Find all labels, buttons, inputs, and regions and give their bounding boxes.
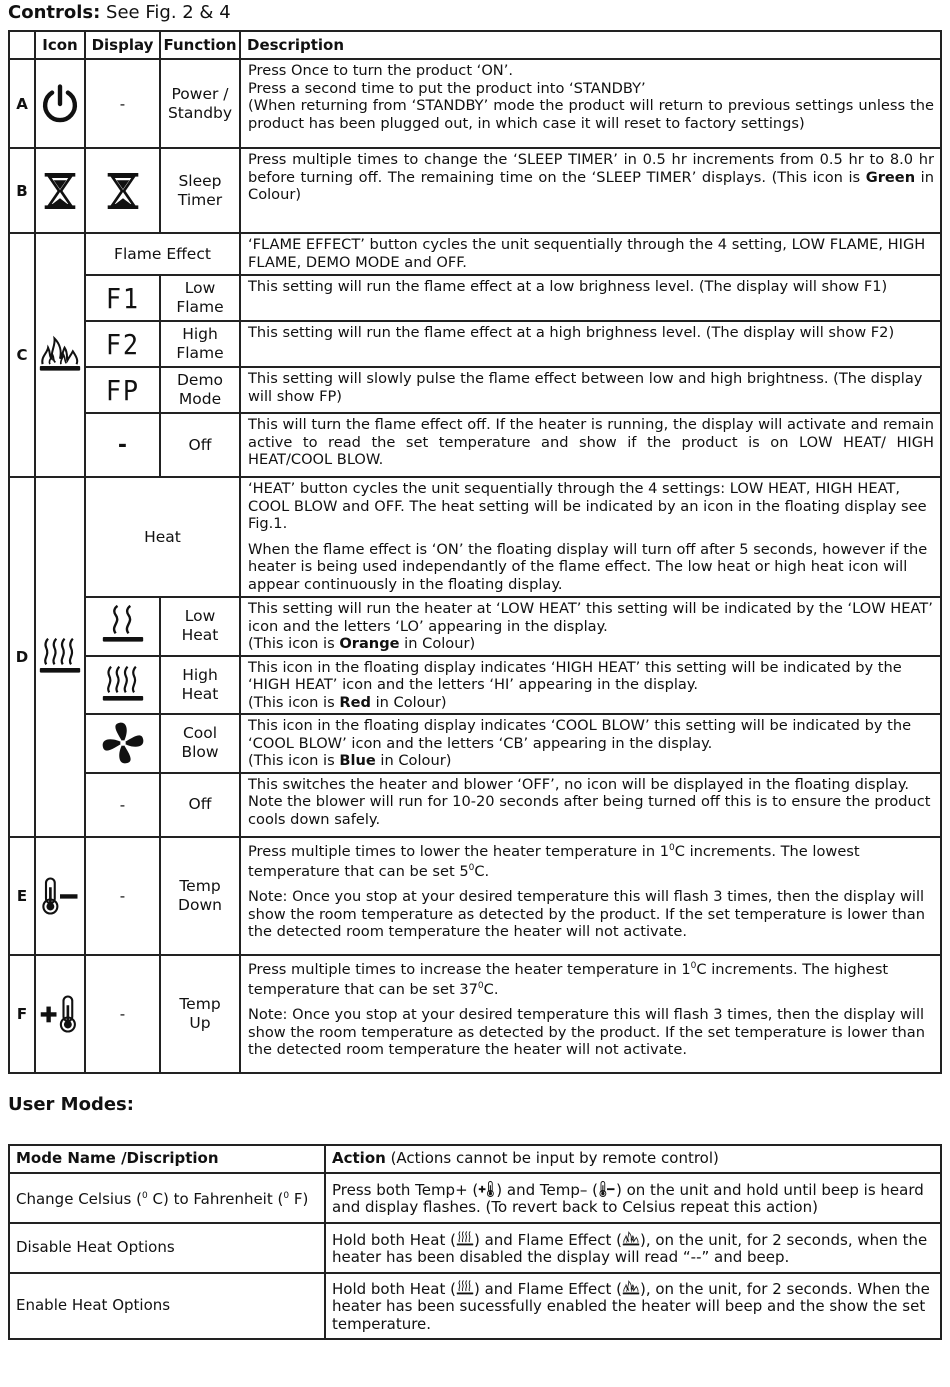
degree-sup: 0: [283, 1190, 290, 1201]
table-row-b: [9, 148, 941, 233]
description-cell: [240, 955, 941, 1073]
function-line-2: Timer: [177, 190, 223, 209]
desc-text: This setting will run the heater at ‘LOW HEAT’ this setting will be indicated by the ‘LOW HEAT’ icon and the letters ‘LO’ appearing in the display.: [248, 600, 933, 635]
segment-readout: FP: [105, 373, 140, 407]
degree-sup: 0: [477, 980, 484, 991]
desc-paragraph-2: Note: Once you stop at your desired temperature this will flash 3 times, then the display will show the room temperature as detected by the product. If the set temperature is lower than the detected room temperature the heater will not activate.: [248, 888, 925, 941]
function-cell: [160, 837, 240, 955]
desc-text: Press multiple times to change the ‘SLEEP TIMER’ in 0.5 hr increments from 0.5 hr to 8.0 hr before turning off. The remaining time on the ‘SLEEP TIMER’ displays.: [248, 151, 934, 186]
controls-heading: [8, 2, 231, 23]
row-letter: F: [9, 955, 35, 1073]
table-row-a: [9, 59, 941, 148]
controls-heading-rest: See Fig. 2 & 4: [100, 2, 231, 23]
row-letter: C: [9, 233, 35, 477]
header-description: Description: [240, 31, 941, 59]
desc-text-c: C.: [474, 862, 490, 880]
mode-action-c: ), on the unit, for 2 seconds, when the heater has been disabled the display will read “--” and beep.: [332, 1230, 928, 1266]
desc-note-post: in Colour): [375, 752, 452, 769]
function-line-2: Flame: [176, 344, 224, 362]
table-row-c-sub: [9, 413, 941, 477]
mode-action-a: Hold both Heat (: [332, 1230, 456, 1249]
function-line-2: Up: [189, 1013, 211, 1032]
desc-note-color: Orange: [339, 635, 400, 652]
desc-note-color: Blue: [339, 752, 376, 769]
desc-text-a: Press multiple times to lower the heater temperature in 1: [248, 842, 670, 860]
mode-action-b: ) and Temp– (: [496, 1180, 598, 1199]
modes-header-action: [325, 1145, 941, 1173]
table-row-d-sub: [9, 714, 941, 773]
description-cell: This switches the heater and blower ‘OFF’, no icon will be displayed in the floating display. Note the blower will run for 10-20 seconds after being turned off this is to ensure the product cools down safely.: [240, 773, 941, 837]
mode-row: [9, 1273, 941, 1339]
function-cell: [160, 148, 240, 233]
desc-paragraph-1: [248, 958, 934, 999]
display-value: [85, 367, 160, 413]
desc-note-post: in Colour): [248, 168, 934, 203]
desc-text-a: Press multiple times to increase the heater temperature in 1: [248, 960, 691, 978]
heat-icon: [456, 1230, 474, 1248]
degree-sup: 0: [468, 862, 475, 873]
desc-paragraph-2: Note: Once you stop at your desired temperature this will flash 3 times, then the display will show the room temperature as detected by the product. If the set temperature is lower than the detected room temperature the heater will not activate.: [248, 1006, 925, 1059]
mode-name-b: C) to Fahrenheit (: [147, 1189, 284, 1208]
segment-readout: F1: [105, 281, 140, 315]
function-line-1: Cool: [182, 724, 218, 743]
description-cell: This setting will run the flame effect at a low brighness level. (The display will show F1): [240, 275, 941, 321]
function-flame-effect: Flame Effect: [85, 233, 240, 275]
table-row-d-sub: [9, 656, 941, 715]
row-letter: A: [9, 59, 35, 148]
desc-text-c: C.: [483, 980, 499, 998]
header-icon: Icon: [35, 31, 85, 59]
temp-down-icon: [598, 1180, 616, 1198]
header-blank: [9, 31, 35, 59]
mode-action-a: Press both Temp+ (: [332, 1180, 479, 1199]
table-row-c-sub: [9, 367, 941, 413]
mode-action-b: ) and Flame Effect (: [473, 1230, 622, 1249]
description-cell: [240, 59, 941, 148]
function-cell: Off: [160, 413, 240, 477]
description-cell: [240, 714, 941, 773]
function-cell: Off: [160, 773, 240, 837]
mode-row: [9, 1223, 941, 1273]
desc-note-pre: (This icon is: [771, 168, 866, 186]
user-modes-table: [8, 1144, 942, 1340]
function-line-1: Temp: [179, 994, 221, 1013]
function-line-1: High: [182, 665, 218, 684]
temp-down-icon: [35, 837, 85, 955]
function-line-1: Sleep: [178, 171, 222, 190]
function-line-2: Standby: [167, 103, 233, 122]
power-icon: [35, 59, 85, 148]
controls-table: [8, 30, 942, 1074]
degree-sup: 0: [690, 960, 697, 971]
description-cell: [240, 656, 941, 715]
flame-icon: [622, 1279, 640, 1297]
function-cell: [160, 714, 240, 773]
function-line-2: Heat: [181, 684, 219, 703]
desc-note-pre: (This icon is: [248, 752, 340, 769]
function-line-1: High: [182, 325, 218, 343]
mode-row: [9, 1173, 941, 1223]
description-cell: This setting will run the flame effect at a high brighness level. (The display will show F2): [240, 321, 941, 367]
table-row-d-sub: [9, 773, 941, 837]
row-letter: E: [9, 837, 35, 955]
high-heat-icon: [85, 656, 160, 715]
desc-paragraph-1: [248, 840, 934, 881]
mode-name-a: Change Celsius (: [16, 1189, 142, 1208]
function-cell: [160, 275, 240, 321]
table-row-e: [9, 837, 941, 955]
description-cell: [240, 477, 941, 597]
mode-action: [325, 1273, 941, 1339]
temp-up-icon: [35, 955, 85, 1073]
controls-header-row: [9, 31, 941, 59]
display-value: [85, 321, 160, 367]
desc-note-post: in Colour): [399, 635, 476, 652]
mode-name: Enable Heat Options: [9, 1273, 325, 1339]
function-line-2: Heat: [181, 626, 219, 645]
segment-readout: F2: [105, 327, 140, 361]
desc-note-color: Red: [339, 693, 371, 711]
header-function: Function: [160, 31, 240, 59]
function-cell: [160, 597, 240, 656]
mode-action-b: ) and Flame Effect (: [473, 1279, 622, 1298]
desc-note-pre: (This icon is: [248, 693, 340, 711]
function-line-2: Flame: [176, 298, 224, 316]
header-display: Display: [85, 31, 160, 59]
function-cell: [160, 59, 240, 148]
mode-action-c: ) on the unit and hold until beep is heard and display flashes. (To revert back to Celsius repeat this action): [332, 1180, 924, 1216]
display-value: -: [85, 837, 160, 955]
hourglass-icon: [85, 148, 160, 233]
description-cell: This setting will slowly pulse the flame effect between low and high brightness. (The display will show FP): [240, 367, 941, 413]
mode-name-c: F): [289, 1189, 309, 1208]
function-line-1: Low: [184, 607, 216, 626]
desc-line-1: Press Once to turn the product ‘ON’.: [248, 62, 513, 79]
modes-header-name: Mode Name /Discription: [9, 1145, 325, 1173]
desc-text: This icon in the floating display indicates ‘COOL BLOW’ this setting will be indicated by the ‘COOL BLOW’ icon and the letters ‘CB’ appearing in the display.: [248, 717, 912, 752]
description-cell: [240, 597, 941, 656]
table-row-d: [9, 477, 941, 597]
flame-icon: [622, 1230, 640, 1248]
function-cell: [160, 656, 240, 715]
description-cell: ‘FLAME EFFECT’ button cycles the unit sequentially through the 4 setting, LOW FLAME, HIGH FLAME, DEMO MODE and OFF.: [240, 233, 941, 275]
table-row-c-sub: [9, 275, 941, 321]
desc-paragraph-1: ‘HEAT’ button cycles the unit sequentially through the 4 settings: LOW HEAT, HIGH HEAT, COOL BLOW and OFF. The heat setting will be indicated by an icon in the floating display see Fig.1.: [248, 480, 927, 532]
desc-line-2: Press a second time to put the product into ‘STANDBY’: [248, 79, 646, 97]
display-value: -: [85, 59, 160, 148]
description-cell: This will turn the flame effect off. If the heater is running, the display will activate and remain active to read the set temperature and show if the product is on LOW HEAT/ HIGH HEAT/COOL BLOW.: [240, 413, 941, 477]
modes-header-action-bold: Action: [332, 1149, 386, 1168]
function-cell: [160, 321, 240, 367]
function-line-2: Down: [178, 895, 222, 914]
modes-header-action-rest: (Actions cannot be input by remote control): [385, 1149, 719, 1168]
function-heat: Heat: [85, 477, 240, 597]
table-row-f: [9, 955, 941, 1073]
function-line-1: Low: [184, 279, 216, 297]
user-modes-heading: User Modes:: [8, 1094, 134, 1115]
description-cell: [240, 148, 941, 233]
desc-text: This icon in the floating display indicates ‘HIGH HEAT’ this setting will be indicated by the ‘HIGH HEAT’ icon and the letters ‘HI’ appearing in the display.: [248, 658, 902, 693]
function-cell: [160, 955, 240, 1073]
function-line-1: Temp: [179, 876, 221, 895]
mode-name: [9, 1173, 325, 1223]
fan-icon: [85, 714, 160, 773]
degree-sup: 0: [669, 842, 675, 853]
controls-heading-bold: Controls:: [8, 2, 101, 23]
low-heat-icon: [85, 597, 160, 656]
desc-note-color: Green: [865, 168, 916, 186]
degree-sup: 0: [142, 1190, 148, 1201]
modes-header-row: [9, 1145, 941, 1173]
display-value: -: [85, 413, 160, 477]
mode-action: [325, 1223, 941, 1273]
display-value: -: [85, 955, 160, 1073]
mode-name: Disable Heat Options: [9, 1223, 325, 1273]
function-line-2: Blow: [181, 743, 219, 762]
temp-up-icon: [478, 1180, 496, 1198]
desc-note-post: in Colour): [370, 693, 447, 711]
desc-note-pre: (This icon is: [248, 635, 340, 652]
row-letter: B: [9, 148, 35, 233]
hourglass-icon: [35, 148, 85, 233]
mode-action-a: Hold both Heat (: [332, 1279, 456, 1298]
description-cell: [240, 837, 941, 955]
desc-text-b: C increments. The highest temperature that can be set 37: [248, 960, 889, 998]
desc-paragraph-2: When the flame effect is ‘ON’ the floating display will turn off after 5 seconds, however if the heater is being used independantly of the flame effect. The low heat or high heat icon will appear continuously in the floating display.: [248, 540, 928, 593]
function-cell: [160, 367, 240, 413]
mode-action: [325, 1173, 941, 1223]
table-row-c: [9, 233, 941, 275]
row-letter: D: [9, 477, 35, 837]
desc-line-3: (When returning from ‘STANDBY’ mode the product will return to previous settings unless the product has been plugged out, in which case it will reset to factory settings): [248, 97, 934, 132]
function-line-1: Demo: [176, 371, 224, 389]
display-value: [85, 275, 160, 321]
function-line-1: Power /: [171, 84, 229, 103]
display-value: -: [85, 773, 160, 837]
table-row-c-sub: [9, 321, 941, 367]
table-row-d-sub: [9, 597, 941, 656]
mode-action-c: ), on the unit, for 2 seconds. When the heater has been sucessfully enabled the heater will beep and the show the set temperature.: [332, 1279, 930, 1333]
flame-icon: [35, 233, 85, 477]
heat-icon: [35, 477, 85, 837]
desc-text-b: C increments. The lowest temperature that can be set 5: [248, 842, 860, 880]
function-line-2: Mode: [178, 390, 222, 408]
heat-icon: [456, 1279, 474, 1297]
